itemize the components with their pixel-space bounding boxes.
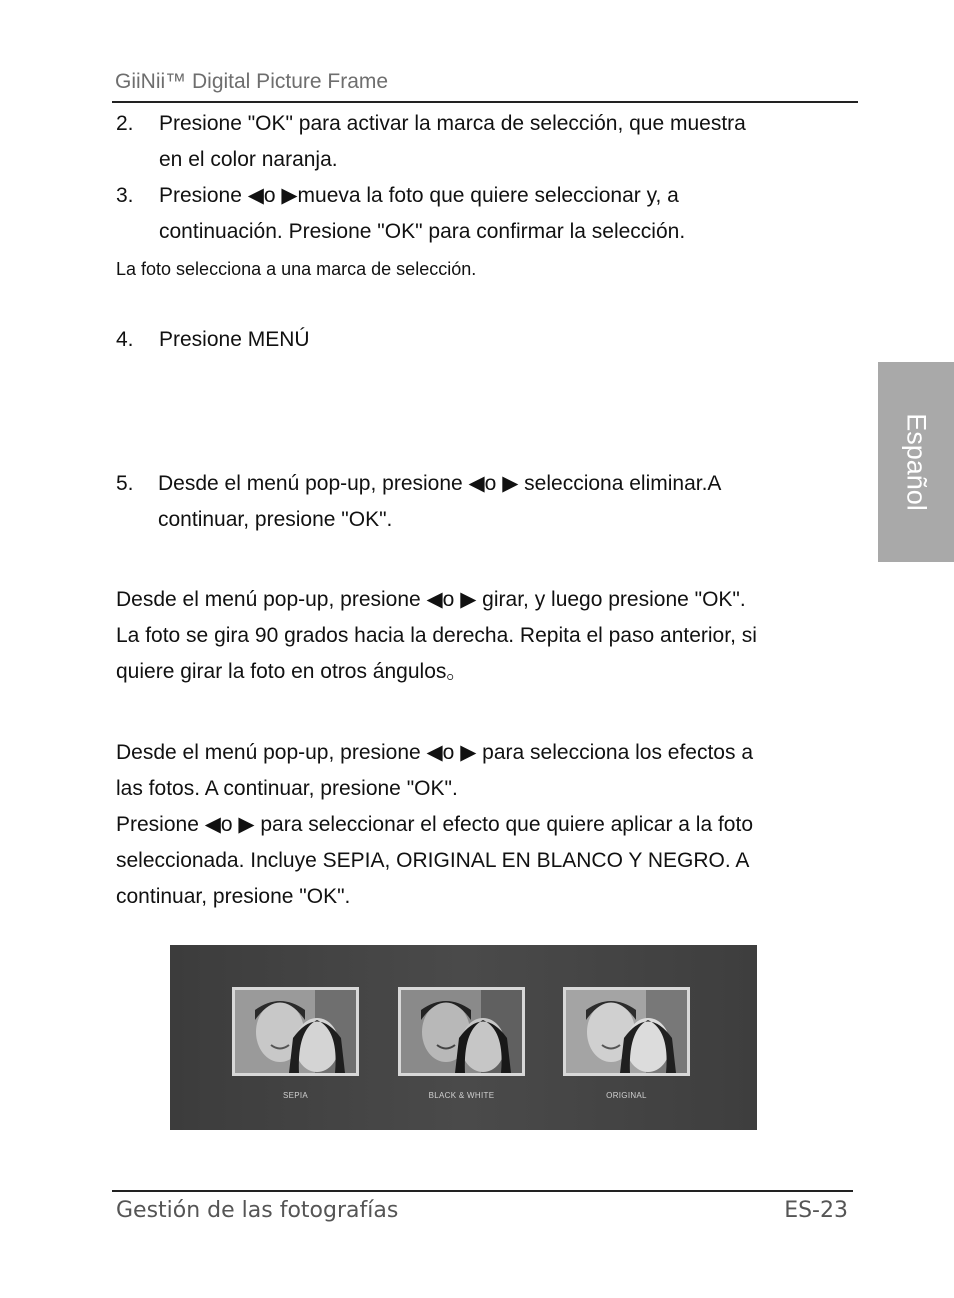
step-5-line-2: continuar, presione "OK". (158, 508, 393, 531)
rotate-line-1: Desde el menú pop-up, presione ◀o ▶ girar, y luego presione "OK". (116, 588, 746, 611)
sepia-label: SEPIA (282, 1091, 309, 1100)
running-header: GiiNii™ Digital Picture Frame (115, 70, 389, 93)
rotate-line-3: quiere girar la foto en otros ángulos。 (116, 660, 468, 683)
step-3-line-1: Presione ◀o ▶mueva la foto que quiere seleccionar y, a (159, 184, 679, 207)
step-5-line-1: Desde el menú pop-up, presione ◀o ▶ selecciona eliminar.A (158, 472, 722, 495)
couple-photo-icon (566, 990, 687, 1073)
selection-note: La foto selecciona a una marca de selección. (116, 259, 477, 279)
sepia-thumbnail (232, 987, 359, 1076)
black-white-thumbnail (398, 987, 525, 1076)
step-3-number: 3. (116, 184, 134, 207)
effects-line-1: Desde el menú pop-up, presione ◀o ▶ para selecciona los efectos a (116, 741, 754, 764)
footer-divider (112, 1190, 853, 1192)
step-2-number: 2. (116, 112, 134, 135)
effects-line-2: las fotos. A continuar, presione "OK". (116, 777, 458, 800)
effects-line-4: seleccionada. Incluye SEPIA, ORIGINAL EN BLANCO Y NEGRO. A (116, 849, 750, 872)
step-5-number: 5. (116, 472, 134, 495)
step-4-line-1: Presione MENÚ (159, 328, 310, 351)
step-4-number: 4. (116, 328, 134, 351)
language-tab (878, 362, 954, 562)
couple-photo-icon (401, 990, 522, 1073)
footer-section-title: Gestión de las fotografías (116, 1198, 399, 1223)
header-divider (112, 101, 858, 103)
page-number: ES-23 (784, 1198, 848, 1223)
effects-screenshot (170, 945, 757, 1130)
original-thumbnail (563, 987, 690, 1076)
language-tab-label: Español (901, 413, 932, 511)
step-2-line-1: Presione "OK" para activar la marca de selección, que muestra (159, 112, 746, 135)
effects-line-5: continuar, presione "OK". (116, 885, 351, 908)
step-2-line-2: en el color naranja. (159, 148, 338, 171)
couple-photo-icon (235, 990, 356, 1073)
original-label: ORIGINAL (606, 1091, 647, 1100)
rotate-line-2: La foto se gira 90 grados hacia la derecha. Repita el paso anterior, si (116, 624, 757, 647)
effects-line-3: Presione ◀o ▶ para seleccionar el efecto que quiere aplicar a la foto (116, 813, 754, 836)
black-white-label: BLACK & WHITE (428, 1091, 495, 1100)
step-3-line-2: continuación. Presione "OK" para confirmar la selección. (159, 220, 686, 243)
